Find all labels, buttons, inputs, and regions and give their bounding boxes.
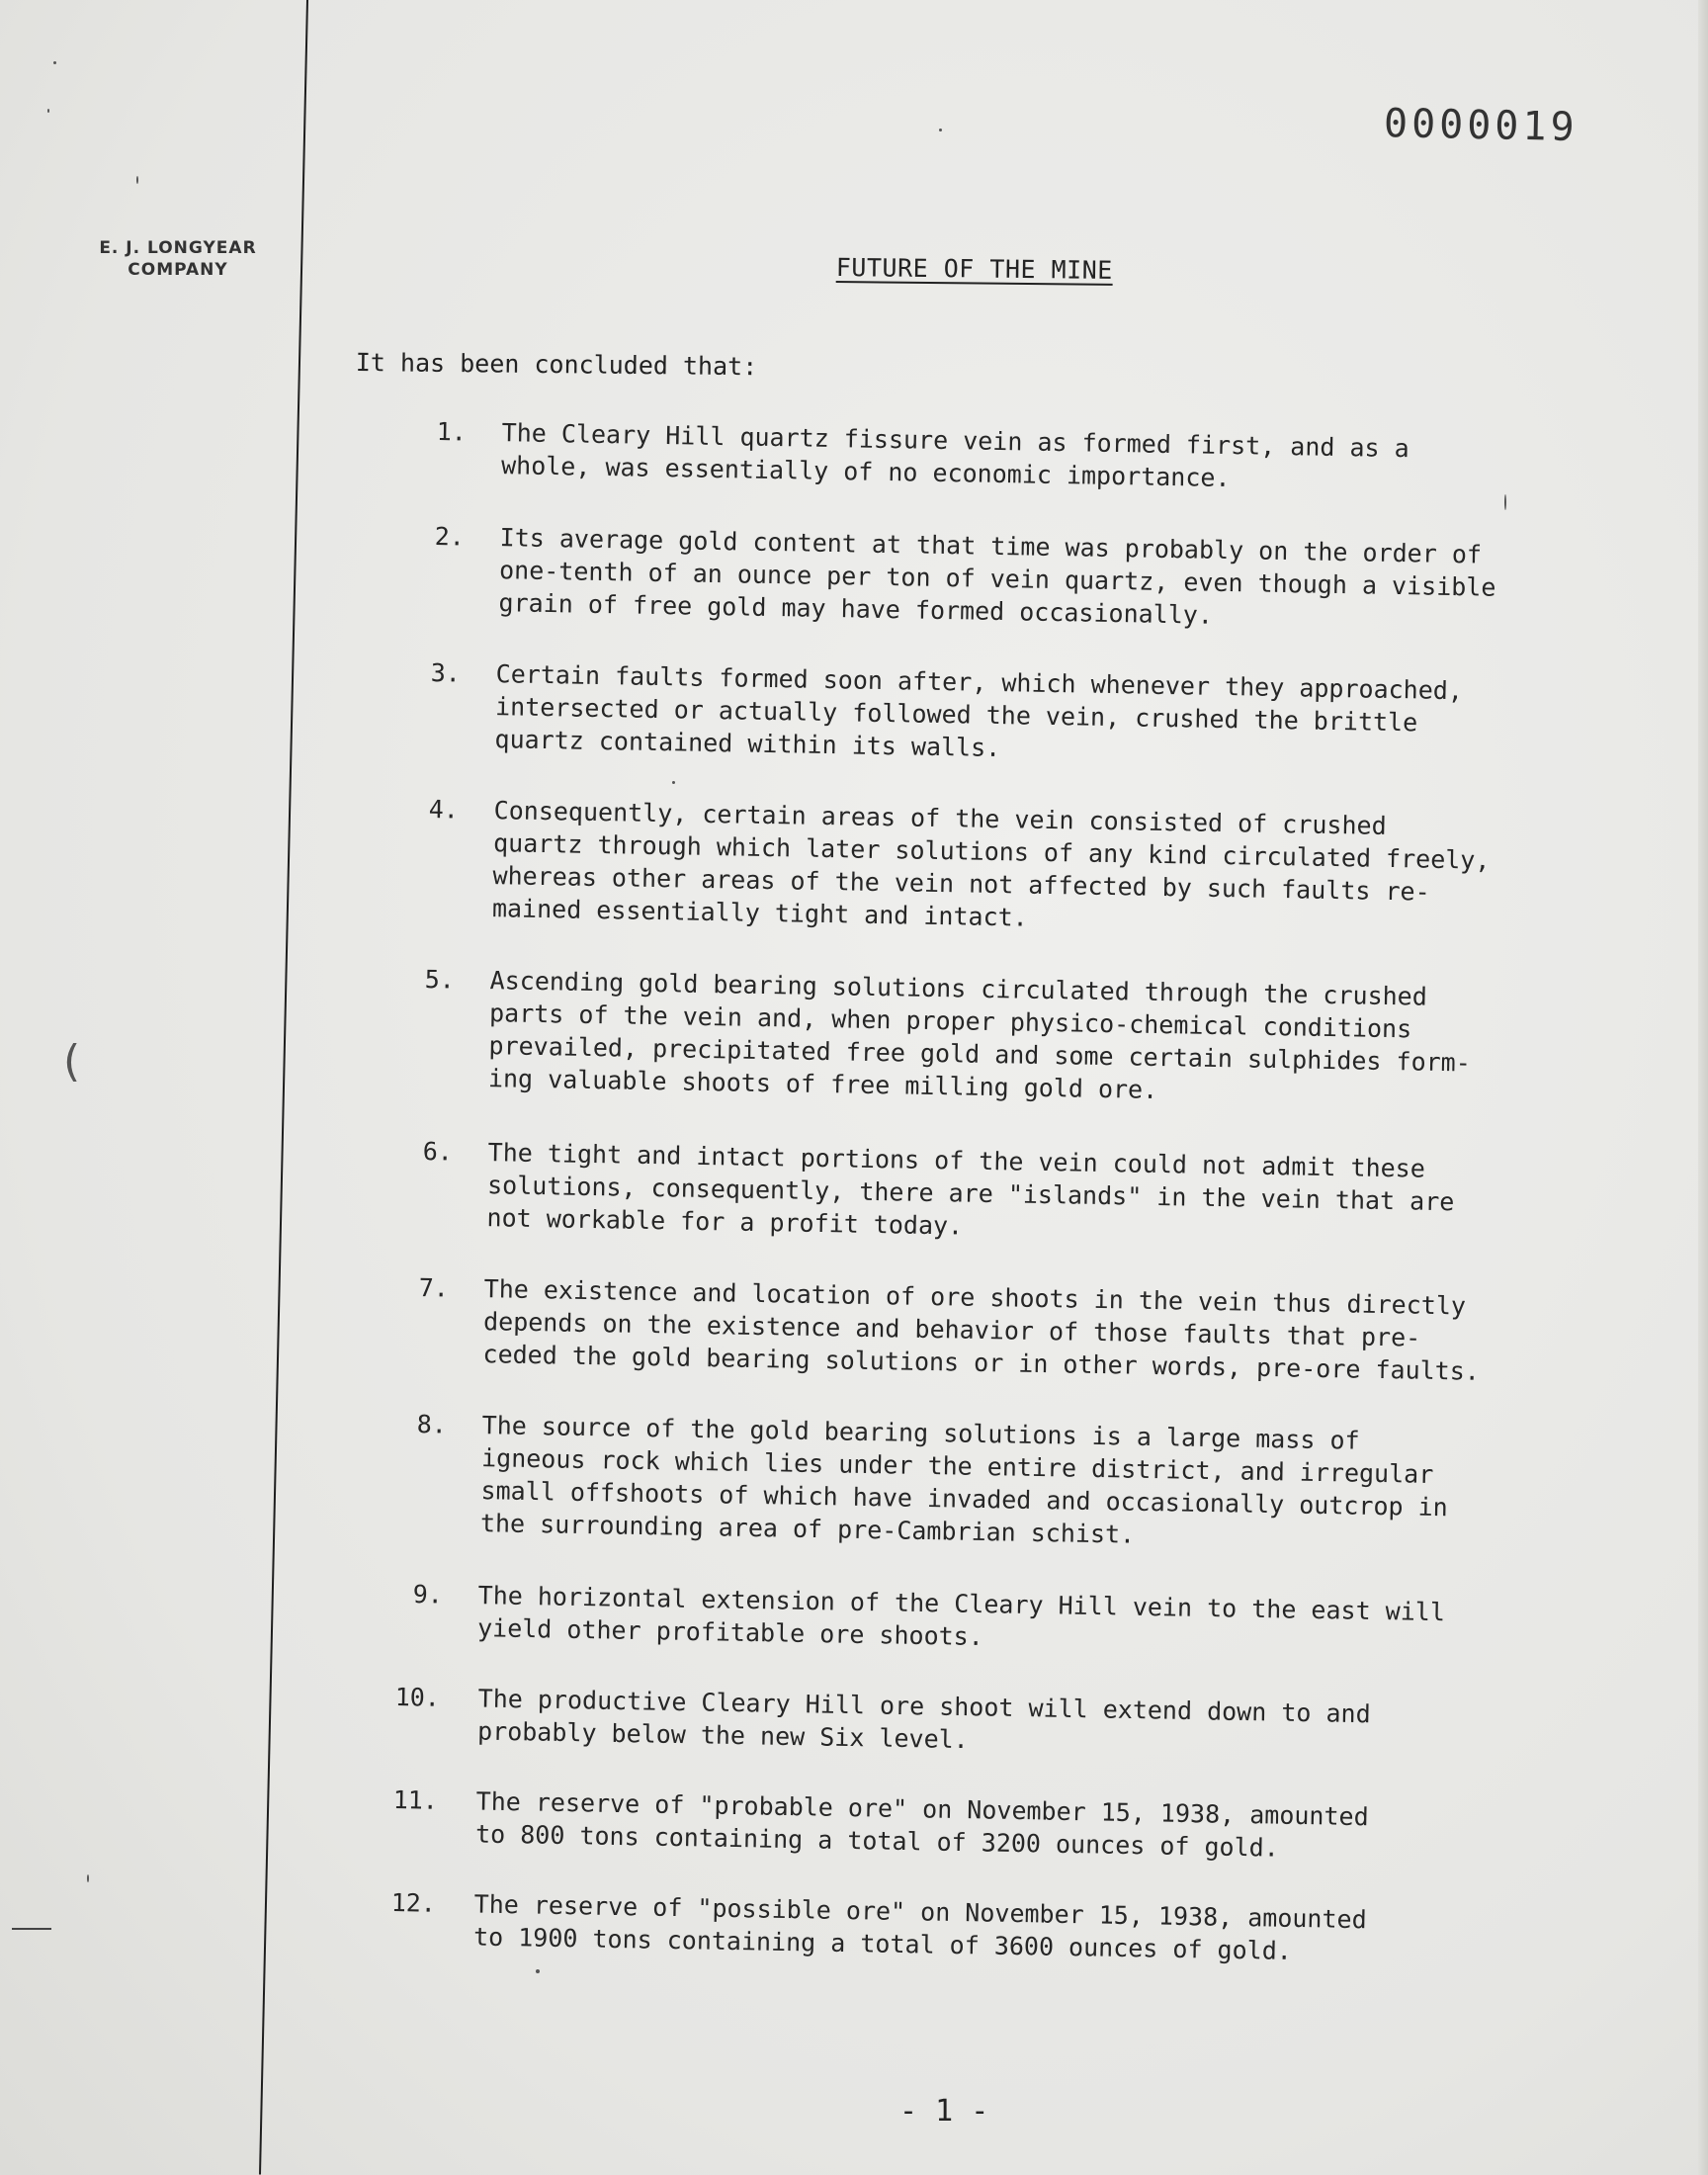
list-item-text: The source of the gold bearing solutions is a large mass of igneous rock which lies under the entire district, and irregular small offshoots of which have invaded and occasionally outcrop in the surrounding area of pre-Cambrian schist.	[479, 1411, 1448, 1549]
margin-rule	[259, 0, 308, 2175]
list-item-text: The reserve of "possible ore" on November 15, 1938, amounted to 1900 tons containing a total of 3600 ounces of gold.	[472, 1889, 1367, 1965]
list-item-number: 7.	[418, 1272, 450, 1303]
list-item-number: 6.	[422, 1136, 454, 1167]
list-item-number: 12.	[390, 1887, 437, 1918]
list-item-text: The reserve of "probable ore" on November 15, 1938, amounted to 800 tons containing a total of 3200 ounces of gold.	[474, 1786, 1369, 1863]
list-item-text: Ascending gold bearing solutions circulated through the crushed parts of the vein and, when proper physico-chemical conditions prevailed, precipitated free gold and some certain sulphides form- ing valuable shoots of free milling gold ore.	[487, 966, 1472, 1104]
document-number: 0000019	[1383, 100, 1580, 151]
letterhead-company-name: E. J. LONGYEAR	[99, 238, 257, 258]
scan-speck	[536, 1969, 540, 1973]
scan-speck	[136, 176, 138, 184]
paper-edge	[1698, 0, 1708, 2175]
scan-speck	[53, 61, 56, 64]
list-item-text: Consequently, certain areas of the vein consisted of crushed quartz through which later solutions of any kind circulated freely, whereas other areas of the vein not affected by such faults re- mained essentially tight and intact.	[491, 796, 1491, 932]
scan-speck	[47, 109, 49, 113]
list-item-number: 11.	[392, 1784, 439, 1815]
scan-speck	[87, 1874, 89, 1882]
list-item-text: Its average gold content at that time was probably on the order of one-tenth of an ounce per ton of vein quartz, even though a visible grain of free gold may have formed occasionally.	[498, 523, 1496, 630]
list-item-number: 4.	[428, 794, 460, 825]
list-item-number: 10.	[394, 1682, 441, 1712]
letterhead	[69, 237, 287, 281]
page-number: - 1 -	[899, 2094, 989, 2129]
scan-speck	[939, 129, 942, 131]
list-item-number: 8.	[416, 1409, 448, 1439]
list-item-number: 9.	[412, 1579, 444, 1610]
scan-speck	[672, 781, 675, 784]
list-item-text: The tight and intact portions of the vein could not admit these solutions, consequently, there are "islands" in the vein that are not workable for a profit today.	[486, 1138, 1455, 1241]
list-item-text: The existence and location of ore shoots in the vein thus directly depends on the existence and behavior of those faults that pre- ceded the gold bearing solutions or in other words, pre-ore faults.	[482, 1274, 1481, 1386]
scan-mark: (	[63, 1036, 81, 1087]
list-item-number: 3.	[430, 657, 462, 688]
list-item-text: The horizontal extension of the Cleary Hill vein to the east will yield other profitable ore shoots.	[476, 1581, 1446, 1652]
page-title: FUTURE OF THE MINE	[835, 253, 1113, 285]
letterhead-company-suffix: COMPANY	[128, 260, 228, 280]
list-item-number: 5.	[424, 964, 456, 995]
list-item-text: The Cleary Hill quartz fissure vein as formed first, and as a whole, was essentially of no economic importance.	[500, 418, 1409, 493]
scan-dash	[12, 1928, 51, 1930]
list-item-text: Certain faults formed soon after, which whenever they approached, intersected or actually followed the vein, crushed the brittle quartz contained within its walls.	[494, 659, 1464, 763]
list-item-number: 2.	[434, 521, 466, 552]
intro-text: It has been concluded that:	[355, 348, 758, 382]
scan-speck	[1504, 494, 1506, 510]
list-item-number: 1.	[436, 416, 468, 447]
list-item-text: The productive Cleary Hill ore shoot will extend down to and probably below the new Six level.	[476, 1684, 1371, 1755]
